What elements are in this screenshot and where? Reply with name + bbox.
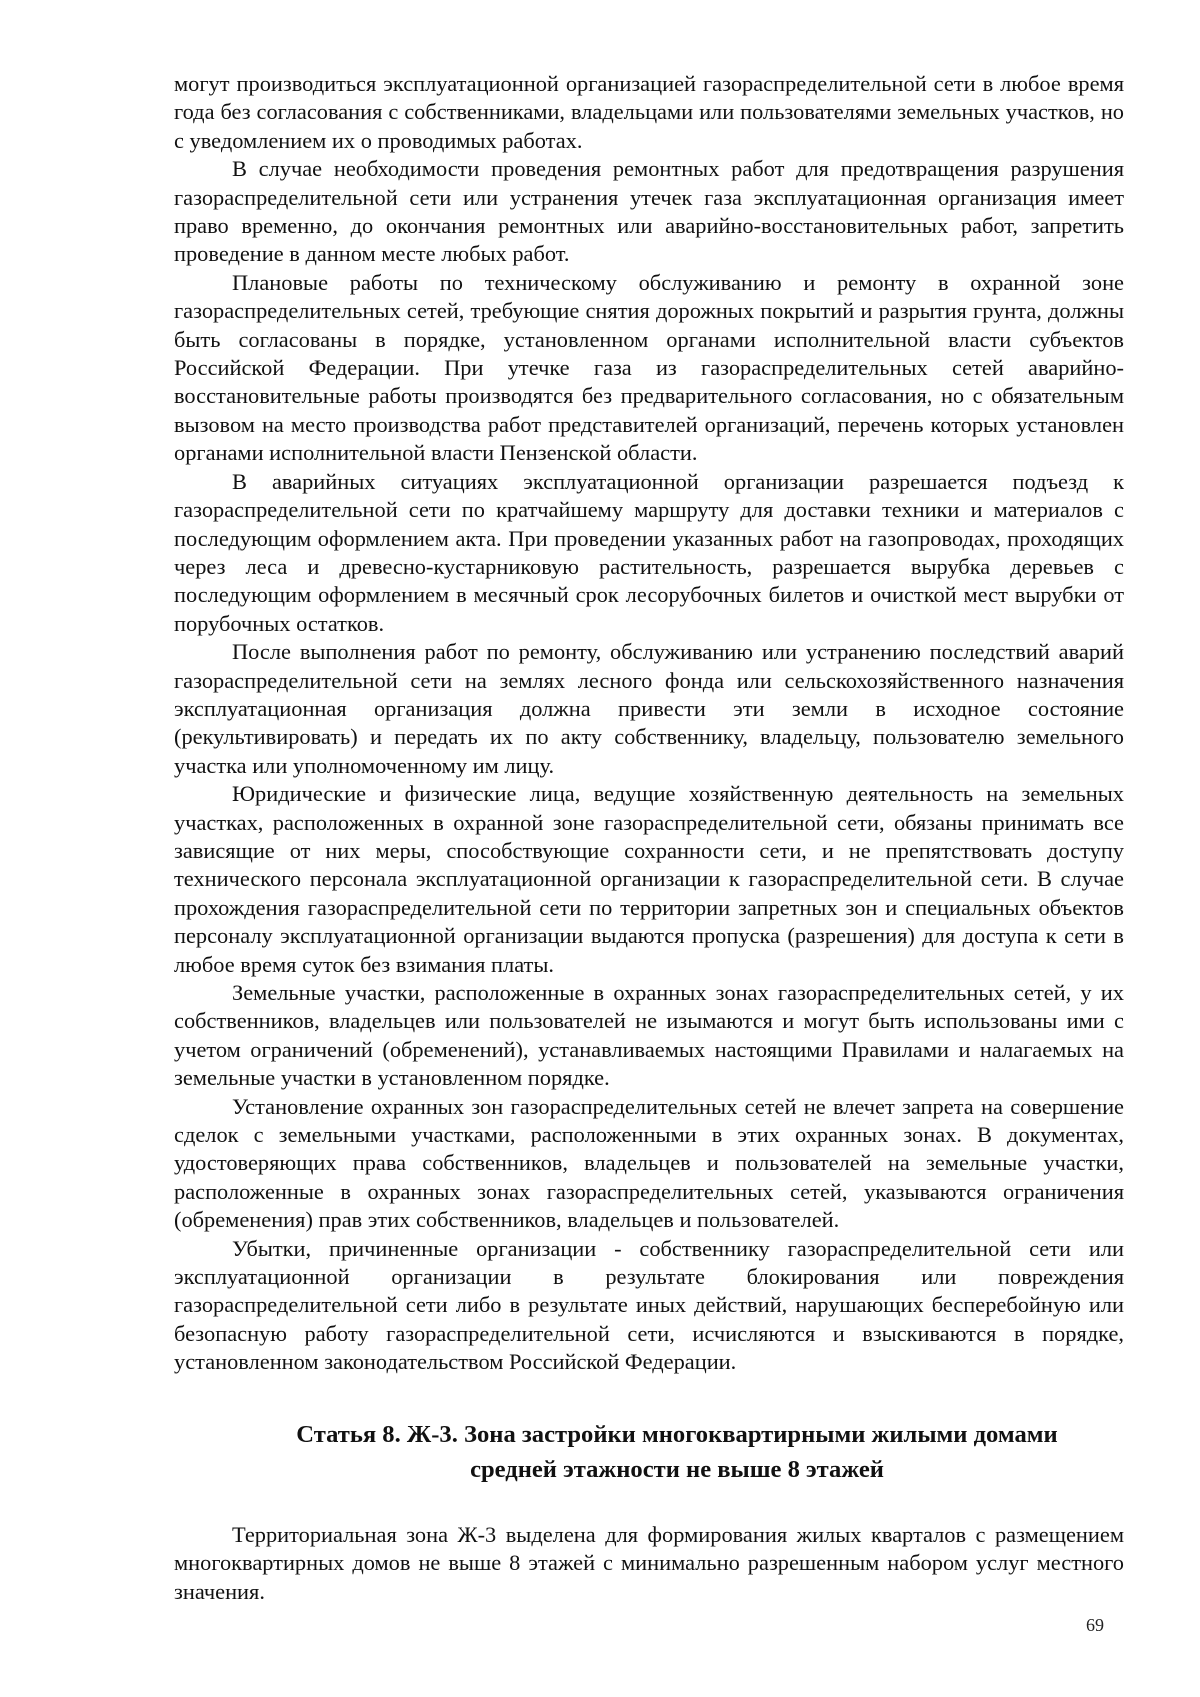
paragraph: могут производиться эксплуатационной организацией газораспределительной сети в любое время года без согласования с собственниками, владельцами или пользователями земельных участков, но с уведомлением их о проводимых работах.: [174, 71, 1124, 153]
paragraph: Земельные участки, расположенные в охранных зонах газораспределительных сетей, у их собственников, владельцев или пользователей не изымаются и могут быть использованы ими с учетом ограничений (обременений), устанавливаемых настоящими Правилами и налагаемых на земельные участки в установленном порядке.: [174, 980, 1124, 1091]
article-heading-line-1: Статья 8. Ж-3. Зона застройки многоквартирными жилыми домами: [296, 1420, 1058, 1448]
paragraph: Убытки, причиненные организации - собственнику газораспределительной сети или эксплуатационной организации в результате блокирования или повреждения газораспределительной сети либо в результате иных действий, нарушающих бесперебойную или безопасную работу газораспределительной сети, исчисляются и взыскиваются в порядке, установленном законодательством Российской Федерации.: [174, 1235, 1124, 1375]
paragraph: В аварийных ситуациях эксплуатационной организации разрешается подъезд к газораспределительной сети по кратчайшему маршруту для доставки техники и материалов с последующим оформлением акта. При проведении указанных работ на газопроводах, проходящих через леса и древесно-кустарниковую растительность, разрешается вырубка деревьев с последующим оформлением в месячный срок лесорубочных билетов и очисткой мест вырубки от порубочных остатков.: [174, 468, 1124, 636]
paragraph: Территориальная зона Ж-3 выделена для формирования жилых кварталов с размещением многоквартирных домов не выше 8 этажей с минимально разрешенным набором услуг местного значения.: [174, 1521, 1124, 1604]
paragraph: Установление охранных зон газораспределительных сетей не влечет запрета на совершение сделок с земельными участками, расположенными в этих охранных зонах. В документах, удостоверяющих права собственников, владельцев и пользователей на земельные участки, расположенные в охранных зонах газораспределительных сетей, указываются ограничения (обременения) прав этих собственников, владельцев и пользователей.: [174, 1093, 1124, 1233]
article-heading: [174, 1417, 1124, 1487]
paragraph: Плановые работы по техническому обслуживанию и ремонту в охранной зоне газораспределительных сетей, требующие снятия дорожных покрытий и разрытия грунта, должны быть согласованы в порядке, установленном органами исполнительной власти субъектов Российской Федерации. При утечке газа из газораспределительных сетей аварийно-восстановительные работы производятся без предварительного согласования, но с обязательным вызовом на место производства работ представителей организаций, перечень которых установлен органами исполнительной власти Пензенской области.: [174, 269, 1124, 466]
paragraph: Юридические и физические лица, ведущие хозяйственную деятельность на земельных участках, расположенных в охранной зоне газораспределительной сети, обязаны принимать все зависящие от них меры, способствующие сохранности сети, и не препятствовать доступу технического персонала эксплуатационной организации к газораспределительной сети. В случае прохождения газораспределительной сети по территории запретных зон и специальных объектов персоналу эксплуатационной организации выдаются пропуска (разрешения) для доступа к сети в любое время суток без взимания платы.: [174, 781, 1124, 977]
paragraph: После выполнения работ по ремонту, обслуживанию или устранению последствий аварий газораспределительной сети на землях лесного фонда или сельскохозяйственного назначения эксплуатационная организация должна привести эти земли в исходное состояние (рекультивировать) и передать их по акту собственнику, владельцу, пользователю земельного участка или уполномоченному им лицу.: [174, 639, 1124, 778]
paragraph: В случае необходимости проведения ремонтных работ для предотвращения разрушения газораспределительной сети или устранения утечек газа эксплуатационная организация имеет право временно, до окончания ремонтных или аварийно-восстановительных работ, запретить проведение в данном месте любых работ.: [174, 156, 1124, 267]
document-page: [174, 70, 1124, 1606]
page-number: 69: [1086, 1615, 1104, 1635]
article-heading-line-2: средней этажности не выше 8 этажей: [470, 1455, 884, 1483]
